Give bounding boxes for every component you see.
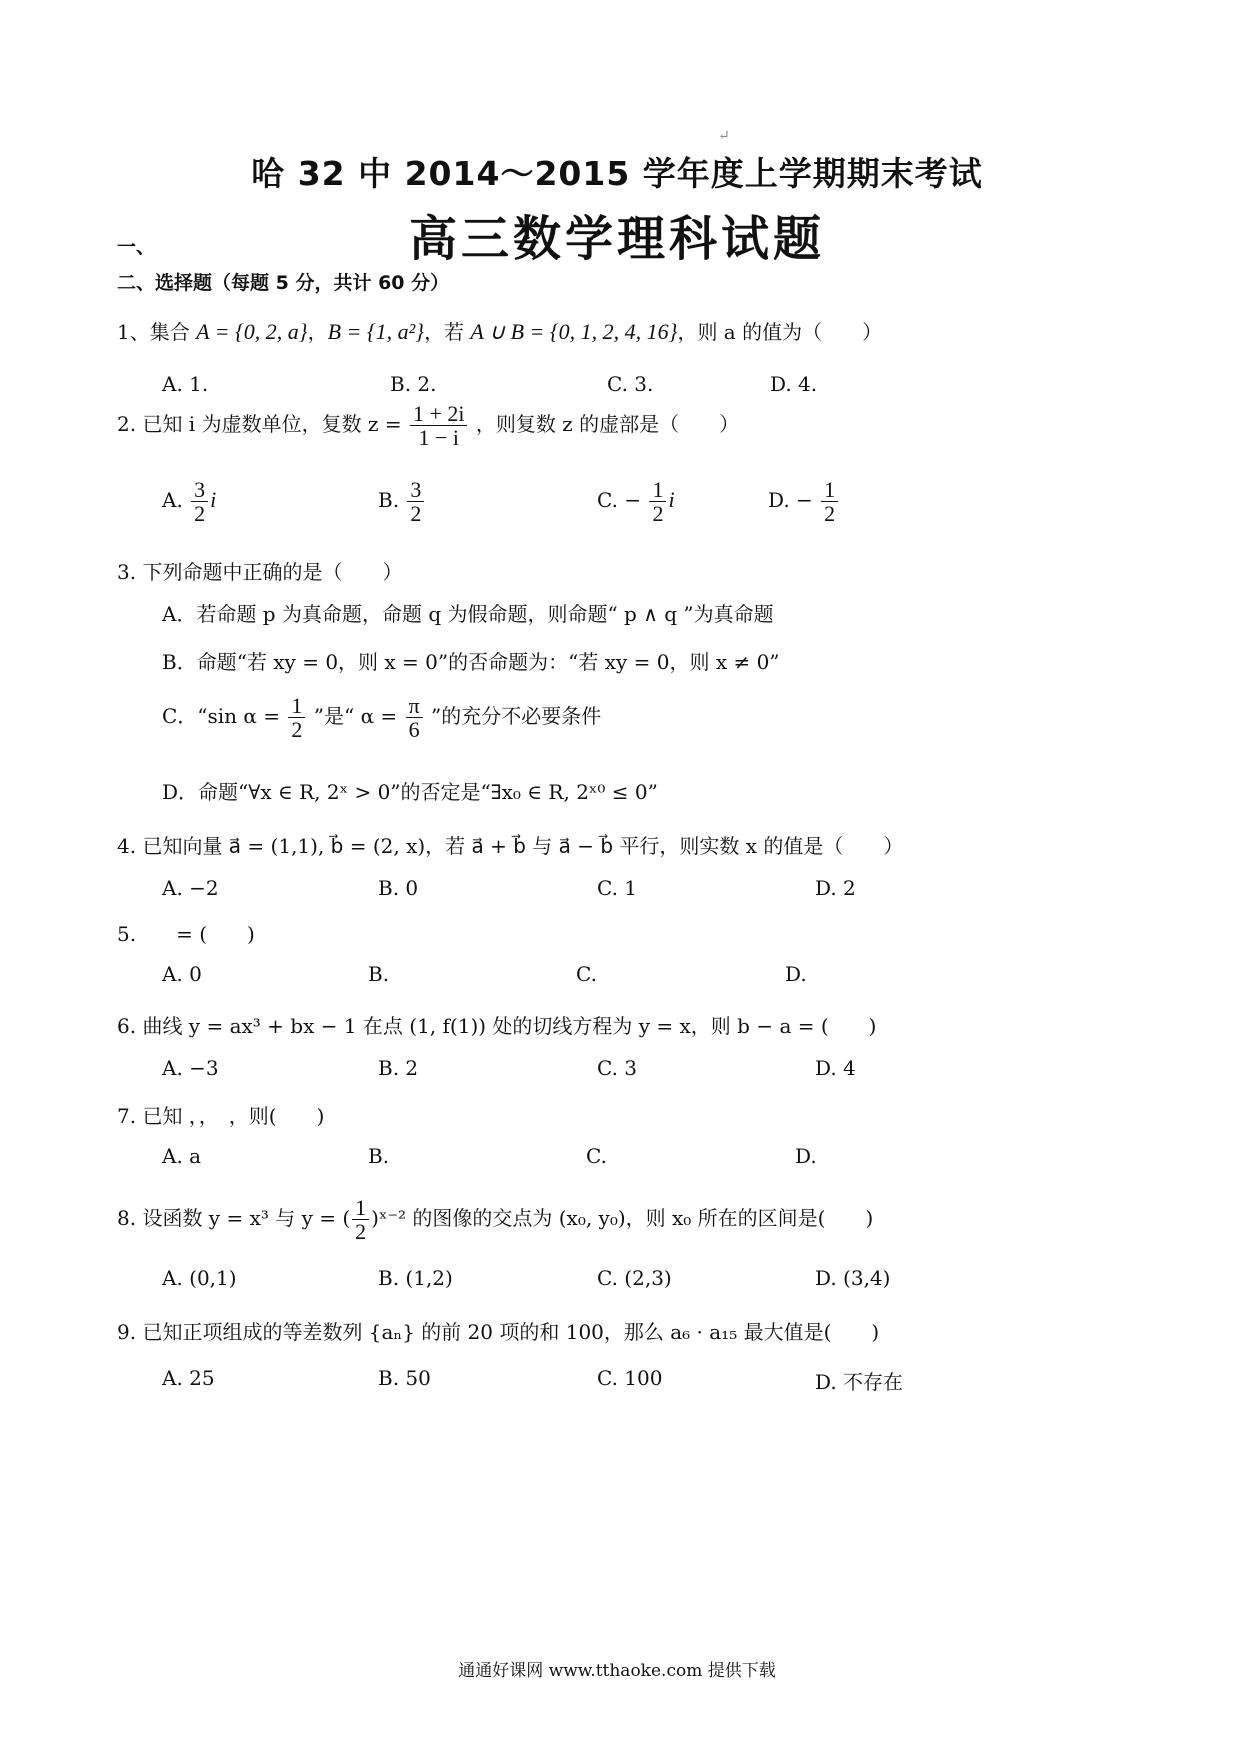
question-5: 5. = ( ) [117, 922, 255, 946]
q2-fraction: $\frac{1 + 2i}{1 - i}$ [410, 402, 468, 449]
q2-option-b: B. $\frac{3}{2}$ [378, 478, 426, 525]
q8-option-c: C. (2,3) [597, 1266, 672, 1290]
question-9: 9. 已知正项组成的等差数列 {aₙ} 的前 20 项的和 100，那么 a₆ · a₁₅ 最大值是( ) [117, 1320, 880, 1344]
q5-option-c: C. [576, 962, 597, 986]
q2-option-d: D. − $\frac{1}{2}$ [768, 478, 840, 525]
q5-option-b: B. [368, 962, 390, 986]
question-6: 6. 曲线 y = ax³ + bx − 1 在点 (1, f(1)) 处的切线方程为 y = x，则 b − a = ( ) [117, 1014, 877, 1038]
q9-option-d: D. 不存在 [815, 1370, 904, 1394]
q6-option-b: B. 2 [378, 1056, 419, 1080]
question-2: 2. 已知 i 为虚数单位，复数 z = $\frac{1 + 2i}{1 - i}$ ，则复数 z 的虚部是（ ） [117, 401, 740, 451]
q5-option-a: A. 0 [162, 962, 202, 986]
q6-option-a: A. −3 [162, 1056, 219, 1080]
q4-option-c: C. 1 [597, 876, 638, 900]
q1-option-c: C. 3. [607, 372, 654, 396]
question-8: 8. 设函数 y = x³ 与 y = ( $\frac{1}{2}$ )ˣ⁻² 的图像的交点为 (x₀, y₀)，则 x₀ 所在的区间是( ) [117, 1195, 874, 1245]
exam-subtitle: 高三数学理科试题 [408, 211, 825, 267]
section-two-heading: 二、选择题（每题 5 分，共计 60 分） [117, 272, 450, 294]
q7-option-d: D. [795, 1144, 817, 1168]
q3-option-d: D．命题“∀x ∈ R, 2ˣ > 0”的否定是“∃x₀ ∈ R, 2ˣ⁰ ≤ 0” [162, 780, 658, 804]
q8-option-a: A. (0,1) [162, 1266, 237, 1290]
q7-option-b: B. [368, 1144, 390, 1168]
q3-option-b: B．命题“若 xy = 0，则 x = 0”的否命题为：“若 xy = 0，则 x ≠ 0” [162, 650, 780, 674]
q4-option-b: B. 0 [378, 876, 419, 900]
q1-option-a: A. 1. [162, 372, 209, 396]
q4-option-d: D. 2 [815, 876, 856, 900]
q5-option-d: D. [785, 962, 807, 986]
question-1: 1、集合 A = {0, 2, a}，B = {1, a²}，若 A ∪ B = {0, 1, 2, 4, 16}，则 a 的值为（ ） [117, 319, 883, 344]
q8-option-d: D. (3,4) [815, 1266, 891, 1290]
q4-option-a: A. −2 [162, 876, 219, 900]
q8-option-b: B. (1,2) [378, 1266, 453, 1290]
q2-option-a: A. $\frac{3}{2}$ i [162, 477, 217, 527]
question-7: 7. 已知 ，， ，则( ) [117, 1104, 325, 1128]
q3-option-c: C．“sin α = $\frac{1}{2}$ ”是“ α = $\frac{\pi}{6}$ ”的充分不必要条件 [162, 693, 602, 743]
footer-source: 通通好课网 www.tthaoke.com 提供下载 [458, 1661, 776, 1681]
return-mark: ↵ [718, 128, 730, 144]
q7-option-a: A. a [162, 1144, 202, 1168]
question-3: 3. 下列命题中正确的是（ ） [117, 560, 403, 584]
q2-option-c: C. − $\frac{1}{2}$ i [597, 477, 675, 527]
question-4: 4. 已知向量 a⃗ = (1,1), b⃗ = (2, x)，若 a⃗ + b⃗ 与 a⃗ − b⃗ 平行，则实数 x 的值是（ ） [117, 834, 904, 858]
section-one: 一、 [117, 236, 156, 258]
q6-option-d: D. 4 [815, 1056, 856, 1080]
q6-option-c: C. 3 [597, 1056, 638, 1080]
exam-title: 哈 32 中 2014～2015 学年度上学期期末考试 [251, 154, 983, 193]
q9-option-a: A. 25 [162, 1366, 215, 1390]
q9-option-b: B. 50 [378, 1366, 431, 1390]
q3-option-a: A．若命题 p 为真命题，命题 q 为假命题，则命题“ p ∧ q ”为真命题 [162, 602, 774, 626]
q9-option-c: C. 100 [597, 1366, 663, 1390]
q1-option-b: B. 2. [390, 372, 437, 396]
q7-option-c: C. [586, 1144, 607, 1168]
q1-option-d: D. 4. [770, 372, 818, 396]
